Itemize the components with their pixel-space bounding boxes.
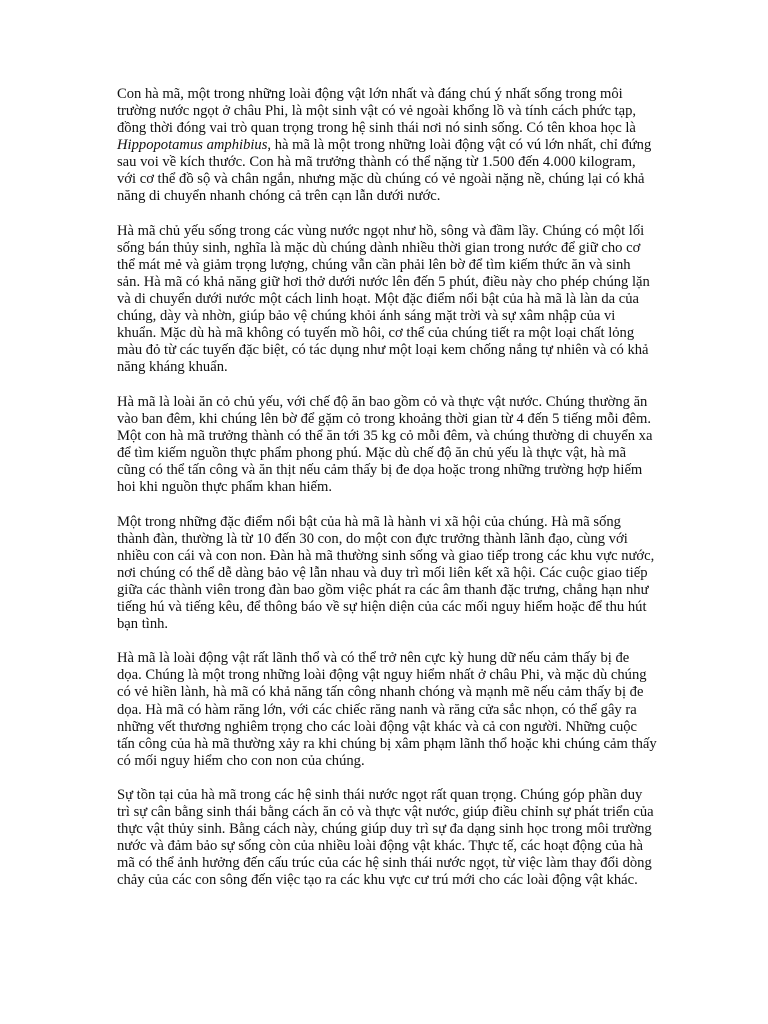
paragraph-intro xyxy=(117,86,657,205)
paragraph-intro-text-2: , hà mã là một trong những loài động vật có vú lớn nhất, chỉ đứng sau voi về kích thước. Con hà mã trưởng thành có thể nặng từ 1.500 đến 4.000 kilogram, với cơ thể đồ sộ và chân ngắn, nhưng mặc dù chúng có vẻ ngoài nặng nề, chúng lại có khả năng di chuyển nhanh chóng cả trên cạn lẫn dưới nước. xyxy=(117,137,652,205)
paragraph-aggression: Hà mã là loài động vật rất lãnh thổ và có thể trở nên cực kỳ hung dữ nếu cảm thấy bị đe dọa. Chúng là một trong những loài động vật nguy hiểm nhất ở châu Phi, và mặc dù chúng có vẻ hiền lành, hà mã có khả năng tấn công nhanh chóng và mạnh mẽ nếu cảm thấy bị đe dọa. Hà mã có hàm răng lớn, với các chiếc răng nanh và răng cửa sắc nhọn, có thể gây ra những vết thương nghiêm trọng cho các loài động vật khác và cả con người. Những cuộc tấn công của hà mã thường xảy ra khi chúng bị xâm phạm lãnh thổ hoặc khi chúng cảm thấy có mối nguy hiểm cho con non của chúng. xyxy=(117,650,657,769)
paragraph-diet: Hà mã là loài ăn cỏ chủ yếu, với chế độ ăn bao gồm cỏ và thực vật nước. Chúng thường ăn vào ban đêm, khi chúng lên bờ để gặm cỏ trong khoảng thời gian từ 4 đến 5 tiếng mỗi đêm. Một con hà mã trưởng thành có thể ăn tới 35 kg cỏ mỗi đêm, và chúng thường di chuyển xa để tìm kiếm nguồn thực phẩm phong phú. Mặc dù chế độ ăn chủ yếu là thực vật, hà mã cũng có thể tấn công và ăn thịt nếu cảm thấy bị đe dọa hoặc trong những trường hợp hiếm hoi khi nguồn thực phẩm khan hiếm. xyxy=(117,393,653,495)
document-page xyxy=(117,86,657,907)
paragraph-intro-text-1: Con hà mã, một trong những loài động vật lớn nhất và đáng chú ý nhất sống trong môi trường nước ngọt ở châu Phi, là một sinh vật có vẻ ngoài khổng lồ và tính cách phức tạp, đồng thời đóng vai trò quan trọng trong hệ sinh thái nơi nó sinh sống. Có tên khoa học là xyxy=(117,86,637,137)
paragraph-social-behavior: Một trong những đặc điểm nổi bật của hà mã là hành vi xã hội của chúng. Hà mã sống thành đàn, thường là từ 10 đến 30 con, do một con đực trưởng thành lãnh đạo, cùng với nhiều con cái và con non. Đàn hà mã thường sinh sống và giao tiếp trong các khu vực nước, nơi chúng có thể dễ dàng bảo vệ lẫn nhau và duy trì mối liên kết xã hội. Các cuộc giao tiếp giữa các thành viên trong đàn bao gồm việc phát ra các âm thanh đặc trưng, chẳng hạn như tiếng hú và tiếng kêu, để thông báo về sự hiện diện của các mối nguy hiểm hoặc để thu hút bạn tình. xyxy=(117,513,655,632)
paragraph-habitat: Hà mã chủ yếu sống trong các vùng nước ngọt như hồ, sông và đầm lầy. Chúng có một lối sống bán thủy sinh, nghĩa là mặc dù chúng dành nhiều thời gian trong nước để giữ cho cơ thể mát mẻ và giảm trọng lượng, chúng vẫn cần phải lên bờ để tìm kiếm thức ăn và sinh sản. Hà mã có khả năng giữ hơi thở dưới nước lên đến 5 phút, điều này cho phép chúng lặn và di chuyển dưới nước một cách linh hoạt. Một đặc điểm nổi bật của hà mã là làn da của chúng, dày và nhờn, giúp bảo vệ chúng khỏi ánh sáng mặt trời và sự xâm nhập của vi khuẩn. Mặc dù hà mã không có tuyến mồ hôi, cơ thể của chúng tiết ra một loại chất lỏng màu đỏ từ các tuyến đặc biệt, có tác dụng như một loại kem chống nắng tự nhiên và có khả năng kháng khuẩn. xyxy=(117,222,650,376)
scientific-name: Hippopotamus amphibius xyxy=(117,137,268,154)
paragraph-ecosystem-role: Sự tồn tại của hà mã trong các hệ sinh thái nước ngọt rất quan trọng. Chúng góp phần duy trì sự cân bằng sinh thái bằng cách ăn cỏ và thực vật nước, giúp điều chỉnh sự phát triển của thực vật thủy sinh. Bằng cách này, chúng giúp duy trì sự đa dạng sinh học trong môi trường nước và đảm bảo sự sống còn của nhiều loài động vật khác. Thực tế, các hoạt động của hà mã có thể ảnh hưởng đến cấu trúc của các hệ sinh thái nước ngọt, từ việc làm thay đổi dòng chảy của các con sông đến việc tạo ra các khu vực cư trú mới cho các loài động vật khác. xyxy=(117,787,654,889)
